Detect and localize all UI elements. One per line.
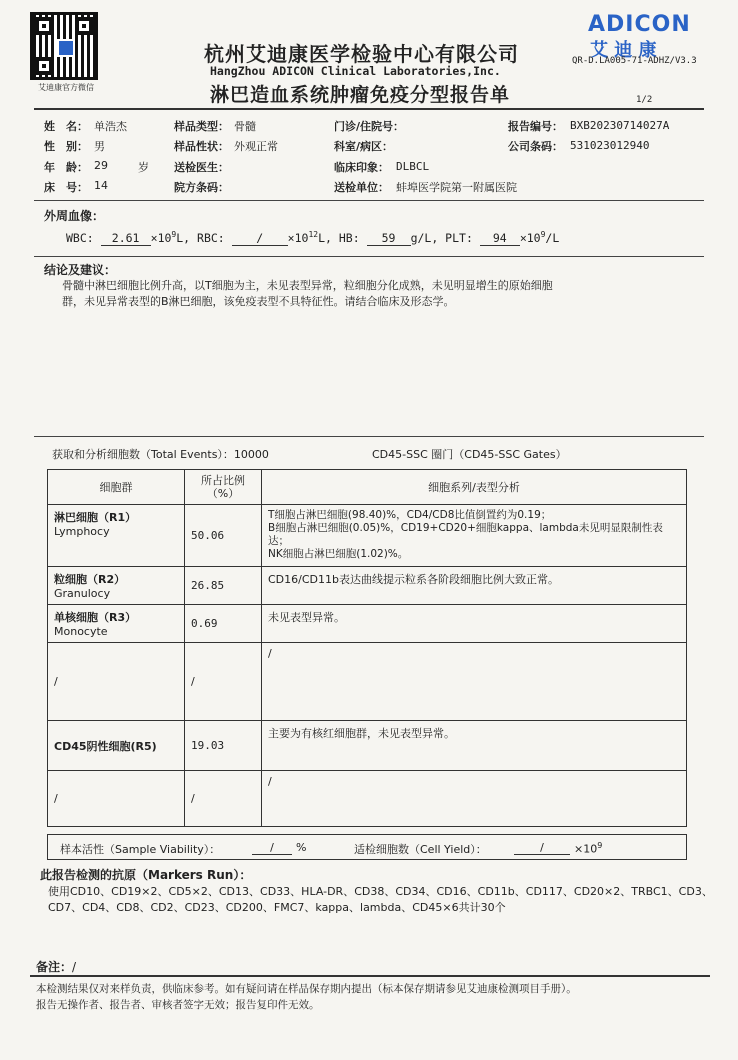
company-name-cn: 杭州艾迪康医学检验中心有限公司 xyxy=(204,42,519,66)
plt-exp: 9 xyxy=(540,230,546,239)
row-pct: 26.85 xyxy=(185,567,262,605)
wbc-unit: ×10 xyxy=(150,230,172,245)
table-row xyxy=(48,643,687,721)
row-pct: 19.03 xyxy=(185,721,262,771)
footer-divider xyxy=(30,975,710,977)
age-label: 年 龄： xyxy=(44,161,88,174)
company-code: 531023012940 xyxy=(570,139,650,152)
wbc-exp: 9 xyxy=(171,230,177,239)
row-desc: CD16/CD11b表达曲线提示粒系各阶段细胞比例大致正常。 xyxy=(262,567,687,605)
row-pct: 50.06 xyxy=(185,505,262,567)
age-unit: 岁 xyxy=(138,161,149,174)
patient-divider xyxy=(34,200,704,201)
rbc-unit: ×10 xyxy=(287,230,309,245)
clinic-label: 门诊/住院号： xyxy=(334,120,405,133)
hospital-code-label: 院方条码： xyxy=(174,181,229,194)
hb-value: 59 xyxy=(367,231,411,246)
sample-prop: 外观正常 xyxy=(234,140,278,153)
dept-label: 科室/病区： xyxy=(334,140,394,153)
markers-list xyxy=(48,884,713,916)
col-pct-label: 所占比例 xyxy=(201,474,245,487)
row-group xyxy=(48,605,185,643)
sex-label: 性 别： xyxy=(44,140,88,153)
rbc-exp: 12 xyxy=(308,230,319,239)
wechat-logo-icon xyxy=(57,39,75,57)
total-events: 获取和分析细胞数（Total Events）：10000 xyxy=(52,448,269,461)
cell-population-table xyxy=(47,469,687,827)
brand-logo-en: ADICON xyxy=(588,12,691,37)
row-desc: 未见表型异常。 xyxy=(262,605,687,643)
blood-values xyxy=(66,230,559,246)
wbc-value: 2.61 xyxy=(101,231,151,246)
company-code-label: 公司条码： xyxy=(508,140,563,153)
row-group: / xyxy=(48,771,185,827)
markers-line-2: CD7、CD4、CD8、CD2、CD23、CD200、FMC7、kappa、lambda、CD45×6共计30个 xyxy=(48,901,506,914)
doc-code: QR-D.LA005-71-ADHZ/V3.3 xyxy=(572,56,697,66)
yield-value: / xyxy=(514,841,570,855)
row-group: CD45阴性细胞(R5) xyxy=(48,721,185,771)
row-desc: 主要为有核红细胞群，未见表型异常。 xyxy=(262,721,687,771)
row-group-cn: 单核细胞（R3） xyxy=(54,611,137,624)
blood-title: 外周血像： xyxy=(44,209,105,223)
hb-unit: g/L, PLT: xyxy=(410,230,473,245)
conclusion-line-1: 骨髓中淋巴细胞比例升高，以T细胞为主，未见表型异常，粒细胞分化成熟，未见明显增生的原始细胞 xyxy=(62,279,553,292)
qr-code xyxy=(30,12,98,80)
patient-age: 29 xyxy=(94,159,108,172)
row-pct: 0.69 xyxy=(185,605,262,643)
sender-unit: 蚌埠医学院第一附属医院 xyxy=(396,181,517,194)
row-group-en: Lymphocy xyxy=(54,525,110,538)
impression-label: 临床印象： xyxy=(334,161,389,174)
bed-number: 14 xyxy=(94,179,108,192)
row-group xyxy=(48,567,185,605)
conclusion-text xyxy=(62,278,702,310)
plt-per-l: /L xyxy=(545,230,560,245)
report-no-label: 报告编号： xyxy=(508,120,563,133)
rbc-value: / xyxy=(232,231,288,246)
sender-label: 送检单位： xyxy=(334,181,389,194)
yield-label: 适检细胞数（Cell Yield）： xyxy=(354,843,487,856)
col-header-analysis: 细胞系列/表型分析 xyxy=(262,470,687,505)
conclusion-line-2: 群，未见异常表型的B淋巴细胞，该免疫表型不具特征性。请结合临床及形态学。 xyxy=(62,295,455,308)
row-group-cn: 粒细胞（R2） xyxy=(54,573,126,586)
plt-unit: ×10 xyxy=(519,230,541,245)
col-pct-unit: （%） xyxy=(206,487,240,500)
remarks-value: / xyxy=(72,960,77,974)
table-row xyxy=(48,505,687,567)
footer-line-1: 本检测结果仅对来样负责，供临床参考。如有疑问请在样品保存期内提出（标本保存期请参见艾迪康检测项目手册）。 xyxy=(36,983,577,995)
yield-unit-base: ×10 xyxy=(574,842,598,856)
page-number: 1/2 xyxy=(636,95,653,105)
table-header-row xyxy=(48,470,687,505)
row-group-en: Monocyte xyxy=(54,625,108,638)
company-name-en: HangZhou ADICON Clinical Laboratories,Inc. xyxy=(210,64,501,78)
bed-label: 床 号： xyxy=(44,181,88,194)
sample-prop-label: 样品性状： xyxy=(174,140,229,153)
table-row xyxy=(48,721,687,771)
patient-sex: 男 xyxy=(94,140,105,153)
plt-value: 94 xyxy=(480,231,520,246)
doctor-label: 送检医生： xyxy=(174,161,229,174)
blood-divider xyxy=(34,256,704,257)
gate-label: CD45-SSC 圈门（CD45-SSC Gates） xyxy=(372,448,567,461)
wbc-label: WBC: xyxy=(66,230,94,245)
markers-line-1: 使用CD10、CD19×2、CD5×2、CD13、CD33、HLA-DR、CD38、CD34、CD16、CD11b、CD117、CD20×2、TRBC1、CD3、 xyxy=(48,885,713,898)
clinical-impression: DLBCL xyxy=(396,160,430,173)
row-group xyxy=(48,505,185,567)
yield-unit xyxy=(574,841,602,856)
rbc-label: L, RBC: xyxy=(176,230,225,245)
table-row xyxy=(48,567,687,605)
yield-unit-exp: 9 xyxy=(597,841,603,850)
remarks-label: 备注： xyxy=(36,960,73,974)
name-label: 姓 名： xyxy=(44,120,88,133)
markers-title: 此报告检测的抗原（Markers Run）： xyxy=(40,868,252,882)
col-header-pct xyxy=(185,470,262,505)
brand-logo-cn: 艾 迪 康 xyxy=(590,40,657,61)
table-row xyxy=(48,605,687,643)
footer-line-2: 报告无操作者、报告者、审核者签字无效；报告复印件无效。 xyxy=(36,999,320,1011)
row-group: / xyxy=(48,643,185,721)
report-number: BXB20230714027A xyxy=(570,119,670,132)
row-desc: T细胞占淋巴细胞(98.40)%，CD4/CD8比值倒置约为0.19； B细胞占淋巴细胞(0.05)%，CD19+CD20+细胞kappa、lambda未见明显限制性表达； NK细胞占淋巴细胞(1.02)%。 xyxy=(262,505,687,567)
row-pct: / xyxy=(185,643,262,721)
conclusion-title: 结论及建议： xyxy=(44,263,117,277)
viability-label: 样本活性（Sample Viability）： xyxy=(60,843,221,856)
col-header-group: 细胞群 xyxy=(48,470,185,505)
report-title: 淋巴造血系统肿瘤免疫分型报告单 xyxy=(210,84,511,106)
patient-name: 单浩杰 xyxy=(94,120,127,133)
viability-unit: % xyxy=(296,841,307,854)
qr-caption: 艾迪康官方微信 xyxy=(38,83,94,92)
row-group-cn: 淋巴细胞（R1） xyxy=(54,511,137,524)
row-desc: / xyxy=(262,771,687,827)
row-group-en: Granulocy xyxy=(54,587,111,600)
table-row xyxy=(48,771,687,827)
hb-label: L, HB: xyxy=(318,230,360,245)
viability-value: / xyxy=(252,841,292,855)
header-divider xyxy=(34,108,704,110)
sample-type: 骨髓 xyxy=(234,120,256,133)
analysis-divider xyxy=(34,436,704,437)
remarks xyxy=(36,958,76,975)
footer-notes xyxy=(36,981,577,1013)
row-pct: / xyxy=(185,771,262,827)
viability-box xyxy=(47,834,687,860)
row-desc: / xyxy=(262,643,687,721)
sample-type-label: 样品类型： xyxy=(174,120,229,133)
